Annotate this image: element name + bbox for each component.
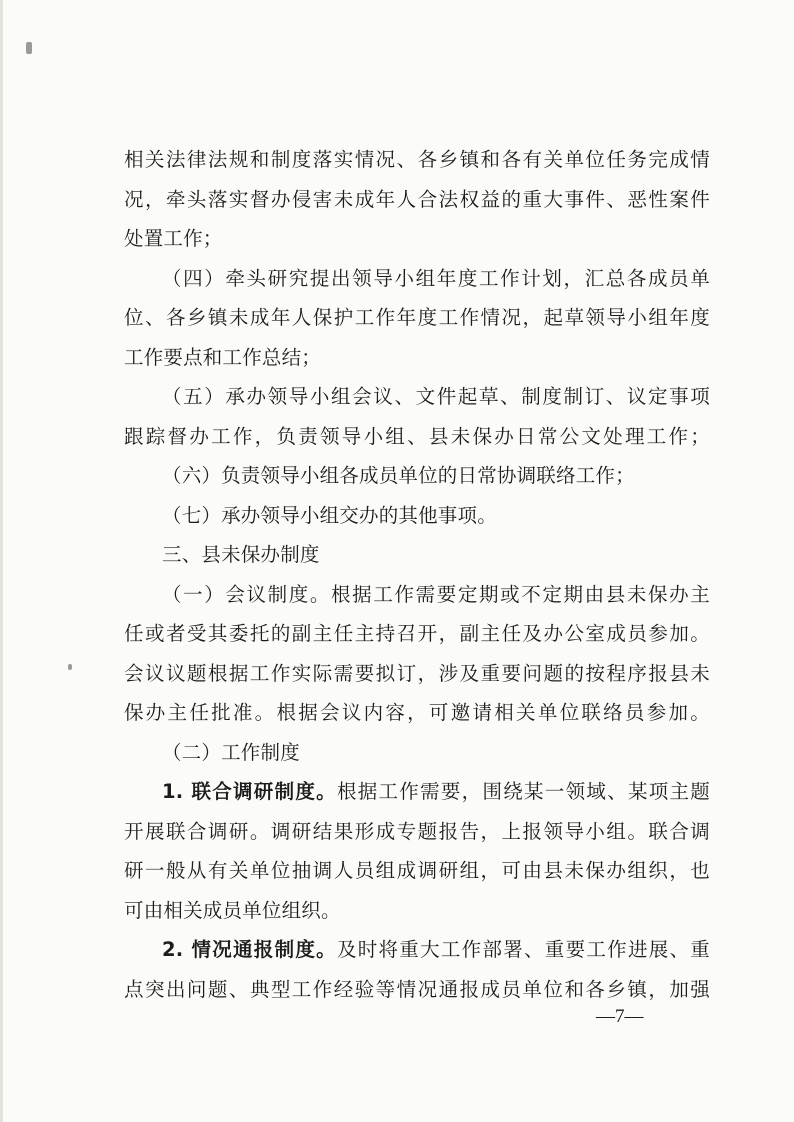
text-line: 位、各乡镇未成年人保护工作年度工作情况，起草领导小组年度	[124, 306, 710, 329]
item-title: 2. 情况通报制度。	[162, 938, 337, 961]
text-line: （四）牵头研究提出领导小组年度工作计划，汇总各成员单	[162, 266, 710, 290]
item-title: 1. 联合调研制度。	[162, 780, 337, 803]
text-line: 况，牵头落实督办侵害未成年人合法权益的重大事件、恶性案件	[124, 187, 710, 211]
text-line: 工作要点和工作总结；	[124, 345, 322, 369]
text-line: （一）会议制度。根据工作需要定期或不定期由县未保办主	[162, 582, 710, 606]
text-line: （六）负责领导小组各成员单位的日常协调联络工作；	[162, 464, 635, 487]
text-line	[124, 772, 710, 812]
item-text: 根据工作需要，围绕某一领域、某项主题	[336, 780, 710, 803]
scan-edge	[0, 0, 3, 1122]
section-heading: 三、县未保办制度	[162, 543, 320, 566]
text-line: 保办主任批准。根据会议内容，可邀请相关单位联络员参加。	[124, 701, 710, 724]
text-line: 跟踪督办工作，负责领导小组、县未保办日常公文处理工作；	[124, 424, 710, 448]
text-line: （七）承办领导小组交办的其他事项。	[162, 503, 497, 527]
text-line: 会议议题根据工作实际需要拟订，涉及重要问题的按程序报县未	[124, 661, 710, 685]
text-line: 任或者受其委托的副主任主持召开，副主任及办公室成员参加。	[124, 622, 710, 645]
body-text	[124, 140, 710, 1009]
text-line: 可由相关成员单位组织。	[124, 898, 341, 922]
item-text: 及时将重大工作部署、重要工作进展、重	[336, 938, 710, 961]
scan-speck	[26, 42, 32, 54]
scan-speck	[68, 664, 72, 670]
text-line: 点突出问题、典型工作经验等情况通报成员单位和各乡镇，加强	[124, 977, 710, 1001]
text-line	[124, 930, 710, 970]
text-line: （五）承办领导小组会议、文件起草、制度制订、议定事项	[162, 385, 710, 408]
text-line: 处置工作；	[124, 227, 223, 250]
subsection-heading: （二）工作制度	[162, 740, 300, 764]
page-number: —7—	[596, 1006, 644, 1027]
text-line: 研一般从有关单位抽调人员组成调研组，可由县未保办组织，也	[124, 859, 710, 882]
text-line: 开展联合调研。调研结果形成专题报告，上报领导小组。联合调	[124, 819, 710, 843]
text-line: 相关法律法规和制度落实情况、各乡镇和各有关单位任务完成情	[124, 148, 710, 171]
